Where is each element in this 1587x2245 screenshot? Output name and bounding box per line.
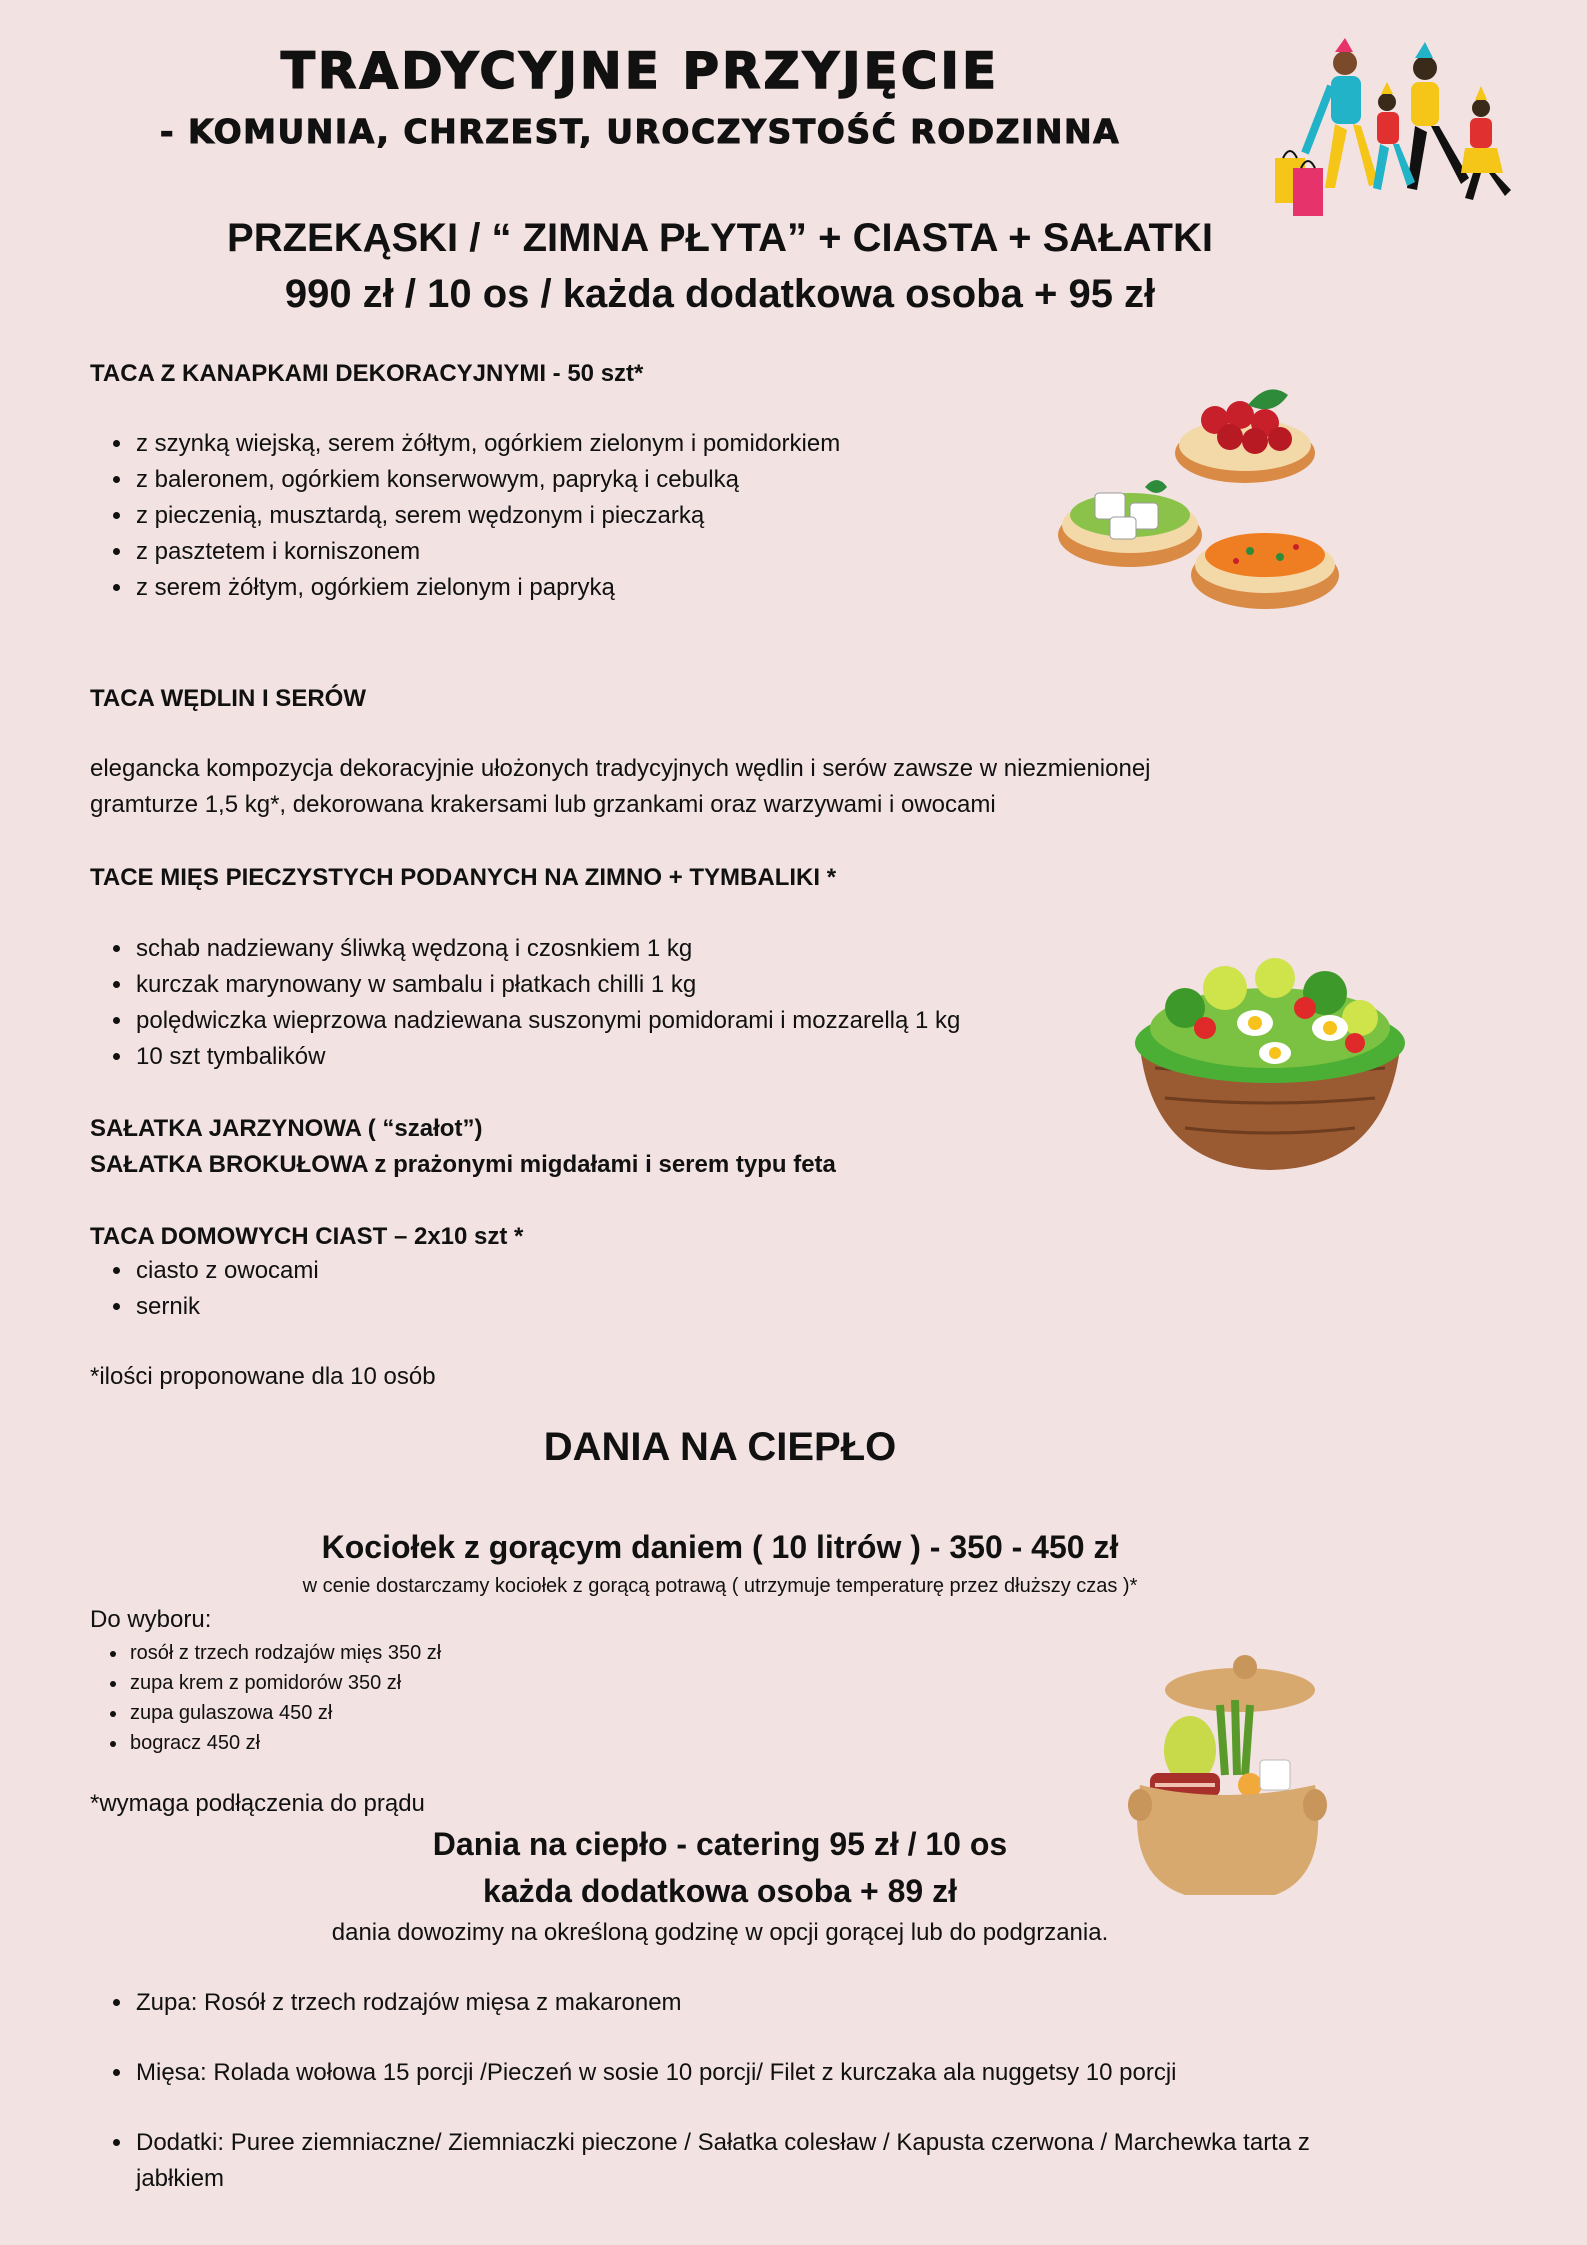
kettle-title: Kociołek z gorącym daniem ( 10 litrów ) - 350 - 450 zł — [321, 1529, 1119, 1565]
meat-cheese-tray-desc-1: elegancka kompozycja dekoracyjnie ułożonych tradycyjnych wędlin i serów zawsze w niezmienionej — [90, 755, 1151, 782]
list-item: • z serem żółtym, ogórkiem zielonym i papryką — [134, 570, 840, 606]
list-item: • Zupa: Rosół z trzech rodzajów mięsa z makaronem — [134, 1985, 1374, 2021]
roast-tray-list — [90, 931, 960, 1075]
salad-vegetable-title: SAŁATKA JARZYNOWA ( “szałot”) — [90, 1115, 483, 1142]
list-item: • z pieczenią, musztardą, serem wędzonym i pieczarką — [134, 498, 840, 534]
list-item: • kurczak marynowany w sambalu i płatkach chilli 1 kg — [134, 967, 960, 1003]
list-item: • zupa gulaszowa 450 zł — [128, 1698, 441, 1728]
meat-cheese-tray-desc-2: gramturze 1,5 kg*, dekorowana krakersami lub grzankami oraz warzywami i owocami — [90, 791, 996, 818]
cooking-pot-illustration — [1125, 1645, 1335, 1905]
catering-note: dania dowozimy na określoną godzinę w opcji gorącej lub do podgrzania. — [331, 1919, 1109, 1946]
kettle-options-list — [90, 1638, 441, 1758]
sandwich-tray-title: TACA Z KANAPKAMI DEKORACYJNYMI - 50 szt* — [90, 360, 644, 387]
kettle-note: w cenie dostarczamy kociołek z gorącą potrawą ( utrzymuje temperaturę przez dłuższy czas )* — [302, 1575, 1138, 1597]
power-footnote: *wymaga podłączenia do prądu — [90, 1790, 425, 1817]
meat-cheese-tray-title: TACA WĘDLIN I SERÓW — [90, 685, 366, 712]
salad-broccoli-title: SAŁATKA BROKUŁOWA z prażonymi migdałami i serem typu feta — [90, 1151, 836, 1178]
family-party-illustration — [1265, 38, 1555, 238]
list-item: • bogracz 450 zł — [128, 1728, 441, 1758]
list-item: • z pasztetem i korniszonem — [134, 534, 840, 570]
cakes-tray-title: TACA DOMOWYCH CIAST – 2x10 szt * — [90, 1223, 524, 1250]
list-item: • rosół z trzech rodzajów mięs 350 zł — [128, 1638, 441, 1668]
bruschetta-illustration — [1050, 375, 1350, 625]
catering-price: każda dodatkowa osoba + 89 zł — [483, 1873, 957, 1909]
page-subtitle: - KOMUNIA, CHRZEST, UROCZYSTOŚĆ RODZINNA — [159, 112, 1121, 151]
hot-section-heading: DANIA NA CIEPŁO — [543, 1425, 897, 1469]
cakes-list — [90, 1253, 319, 1325]
quantity-footnote: *ilości proponowane dla 10 osób — [90, 1363, 436, 1390]
list-item: • Mięsa: Rolada wołowa 15 porcji /Pieczeń w sosie 10 porcji/ Filet z kurczaka ala nuggetsy 10 porcji — [134, 2055, 1374, 2091]
list-item: • schab nadziewany śliwką wędzoną i czosnkiem 1 kg — [134, 931, 960, 967]
list-item: • z baleronem, ogórkiem konserwowym, papryką i cebulką — [134, 462, 840, 498]
sandwich-tray-list — [90, 426, 840, 606]
page-title: TRADYCYJNE PRZYJĘCIE — [280, 42, 1000, 100]
list-item: • zupa krem z pomidorów 350 zł — [128, 1668, 441, 1698]
kettle-choose-label: Do wyboru: — [90, 1606, 212, 1633]
catering-menu-list — [90, 1985, 1374, 2231]
list-item: • polędwiczka wieprzowa nadziewana suszonymi pomidorami i mozzarellą 1 kg — [134, 1003, 960, 1039]
list-item: • sernik — [134, 1289, 319, 1325]
cold-section-price: 990 zł / 10 os / każda dodatkowa osoba + 95 zł — [284, 272, 1156, 316]
roast-tray-title: TACE MIĘS PIECZYSTYCH PODANYCH NA ZIMNO + TYMBALIKI * — [90, 864, 837, 891]
list-item: • ciasto z owocami — [134, 1253, 319, 1289]
list-item: • z szynką wiejską, serem żółtym, ogórkiem zielonym i pomidorkiem — [134, 426, 840, 462]
salad-bowl-illustration — [1125, 948, 1415, 1178]
cold-section-heading: PRZEKĄSKI / “ ZIMNA PŁYTA” + CIASTA + SAŁATKI — [227, 216, 1213, 260]
list-item: • Dodatki: Puree ziemniaczne/ Ziemniaczki pieczone / Sałatka colesław / Kapusta czerwona / Marchewka tarta z jabłkiem — [134, 2125, 1374, 2197]
list-item: • 10 szt tymbalików — [134, 1039, 960, 1075]
catering-title: Dania na ciepło - catering 95 zł / 10 os — [432, 1826, 1008, 1862]
